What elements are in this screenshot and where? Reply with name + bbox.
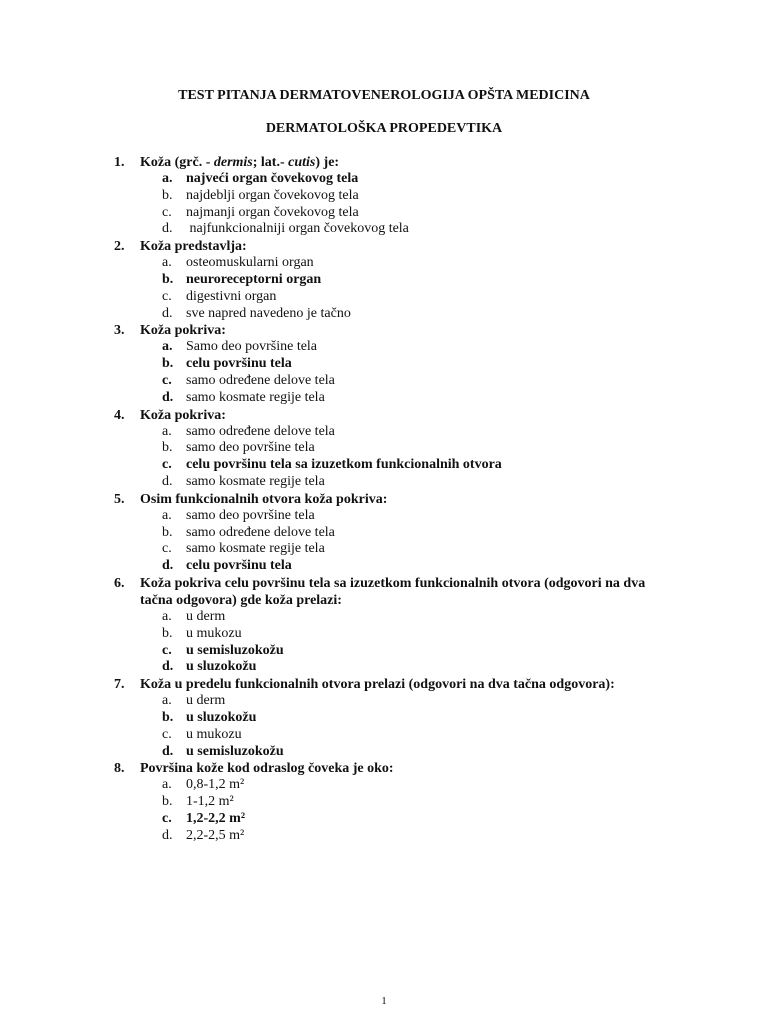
answer-option [114, 356, 674, 373]
option-letter: b. [162, 187, 173, 203]
option-text: najfunkcionalniji organ čovekovog tela [186, 221, 409, 237]
option-text: celu površinu tela sa izuzetkom funkcionalnih otvora [186, 457, 502, 473]
option-text: u mukozu [186, 726, 242, 742]
answer-option [114, 811, 674, 828]
question-text [114, 238, 674, 255]
option-text: u semisluzokožu [186, 743, 284, 759]
answer-option [114, 306, 674, 323]
option-letter: c. [162, 372, 172, 388]
question-text [114, 322, 674, 339]
option-letter: a. [162, 507, 172, 523]
answer-option [114, 289, 674, 306]
question-text [114, 575, 674, 609]
option-letter: d. [162, 305, 173, 321]
option-text: 0,8-1,2 m² [186, 777, 245, 793]
option-letter: b. [162, 356, 174, 372]
option-letter: c. [162, 726, 172, 742]
question-text [114, 154, 674, 171]
option-text: u semisluzokožu [186, 642, 284, 658]
answer-options [114, 777, 674, 844]
option-text: 1,2-2,2 m² [186, 810, 246, 826]
option-letter: c. [162, 810, 172, 826]
question-number: 8. [114, 761, 125, 777]
question-text [114, 407, 674, 424]
answer-option [114, 272, 674, 289]
question-item [114, 238, 674, 322]
option-letter: d. [162, 743, 174, 759]
question-text-part: dermis [213, 155, 253, 170]
option-letter: c. [162, 204, 172, 220]
option-text: u mukozu [186, 625, 242, 641]
answer-option [114, 221, 674, 238]
option-letter: d. [162, 389, 174, 405]
answer-option [114, 727, 674, 744]
answer-option [114, 205, 674, 222]
question-text-part: ) je: [315, 155, 340, 170]
page-number: 1 [381, 995, 387, 1007]
question-number: 2. [114, 239, 125, 255]
option-text: najveći organ čovekovog tela [186, 171, 359, 186]
question-text-part: Koža predstavlja: [140, 239, 247, 255]
option-letter: b. [162, 794, 173, 810]
option-letter: c. [162, 288, 172, 304]
option-text: 2,2-2,5 m² [186, 827, 245, 843]
question-item [114, 322, 674, 406]
question-number: 1. [114, 155, 125, 170]
answer-options [114, 339, 674, 406]
option-letter: a. [162, 423, 172, 439]
option-text: sve napred navedeno je tačno [186, 305, 351, 321]
question-item [114, 575, 674, 676]
answer-option [114, 558, 674, 575]
option-letter: d. [162, 473, 173, 489]
option-text: u derm [186, 608, 226, 624]
option-letter: a. [162, 693, 172, 709]
option-letter: c. [162, 642, 172, 658]
answer-option [114, 474, 674, 491]
question-text-part: Koža (grč. - [140, 155, 214, 170]
option-text: samo kosmate regije tela [186, 389, 325, 405]
option-text: samo određene delove tela [186, 423, 335, 439]
option-text: Samo deo površine tela [186, 339, 318, 355]
question-item [114, 407, 674, 491]
option-text: celu površinu tela [186, 558, 292, 574]
question-text [114, 760, 674, 777]
answer-options [114, 171, 674, 238]
answer-options [114, 609, 674, 676]
question-list [114, 154, 674, 845]
answer-options [114, 424, 674, 491]
answer-option [114, 440, 674, 457]
answer-option [114, 541, 674, 558]
question-item [114, 491, 674, 575]
option-text: osteomuskularni organ [186, 255, 314, 271]
question-text-part: Koža pokriva: [140, 323, 226, 339]
option-text: 1-1,2 m² [186, 794, 234, 810]
answer-option [114, 626, 674, 643]
answer-option [114, 659, 674, 676]
question-text-part: Koža pokriva: [140, 407, 226, 423]
document-title: TEST PITANJA DERMATOVENEROLOGIJA OPŠTA MEDICINA [178, 88, 590, 103]
option-letter: b. [162, 271, 174, 287]
question-number: 5. [114, 491, 125, 507]
question-number: 4. [114, 407, 125, 423]
question-number: 3. [114, 323, 125, 339]
answer-option [114, 643, 674, 660]
option-text: samo deo površine tela [186, 440, 315, 456]
option-text: neuroreceptorni organ [186, 271, 322, 287]
answer-option [114, 390, 674, 407]
answer-option [114, 171, 674, 188]
option-text: najdeblji organ čovekovog tela [186, 187, 359, 203]
option-letter: b. [162, 440, 173, 456]
option-letter: a. [162, 255, 172, 271]
question-number: 7. [114, 677, 125, 693]
option-text: u sluzokožu [186, 709, 257, 725]
answer-options [114, 508, 674, 575]
option-text: samo kosmate regije tela [186, 541, 325, 557]
question-text-part: Koža u predelu funkcionalnih otvora prelazi (odgovori na dva tačna odgovora): [140, 677, 615, 693]
option-text: u derm [186, 693, 226, 709]
answer-option [114, 744, 674, 761]
question-text-part: Koža pokriva celu površinu tela sa izuzetkom funkcionalnih otvora (odgovori na dva tačna odgovora) gde koža prelazi: [140, 575, 646, 608]
question-text [114, 491, 674, 508]
option-letter: a. [162, 777, 172, 793]
answer-option [114, 609, 674, 626]
answer-option [114, 525, 674, 542]
answer-option [114, 255, 674, 272]
answer-option [114, 828, 674, 845]
section-title: DERMATOLOŠKA PROPEDEVTIKA [265, 121, 503, 136]
option-letter: d. [162, 827, 173, 843]
option-text: samo određene delove tela [186, 372, 335, 388]
option-letter: c. [162, 457, 172, 473]
question-item [114, 154, 674, 238]
option-letter: b. [162, 524, 173, 540]
option-text: celu površinu tela [186, 356, 292, 372]
option-letter: d. [162, 659, 174, 675]
option-letter: a. [162, 608, 172, 624]
answer-option [114, 339, 674, 356]
question-text-part: ; lat.- [252, 155, 289, 170]
answer-option [114, 777, 674, 794]
answer-option [114, 373, 674, 390]
option-text: u sluzokožu [186, 659, 257, 675]
question-text-part: cutis [288, 155, 316, 170]
option-text: samo kosmate regije tela [186, 473, 325, 489]
question-item [114, 760, 674, 844]
answer-option [114, 710, 674, 727]
option-text: najmanji organ čovekovog tela [186, 204, 359, 220]
option-letter: a. [162, 171, 173, 186]
question-text [114, 676, 674, 693]
option-letter: c. [162, 541, 172, 557]
option-text: samo deo površine tela [186, 507, 315, 523]
answer-options [114, 693, 674, 760]
option-letter: a. [162, 339, 173, 355]
option-letter: b. [162, 709, 174, 725]
answer-option [114, 794, 674, 811]
answer-option [114, 693, 674, 710]
question-text-part: Osim funkcionalnih otvora koža pokriva: [140, 491, 388, 507]
question-item [114, 676, 674, 760]
question-text-part: Površina kože kod odraslog čoveka je oko: [140, 761, 394, 777]
option-text: digestivni organ [186, 288, 277, 304]
option-letter: d. [162, 558, 174, 574]
answer-option [114, 188, 674, 205]
question-number: 6. [114, 575, 125, 591]
option-text: samo određene delove tela [186, 524, 335, 540]
answer-option [114, 457, 674, 474]
answer-options [114, 255, 674, 322]
answer-option [114, 424, 674, 441]
option-letter: b. [162, 625, 173, 641]
option-letter: d. [162, 221, 173, 237]
answer-option [114, 508, 674, 525]
